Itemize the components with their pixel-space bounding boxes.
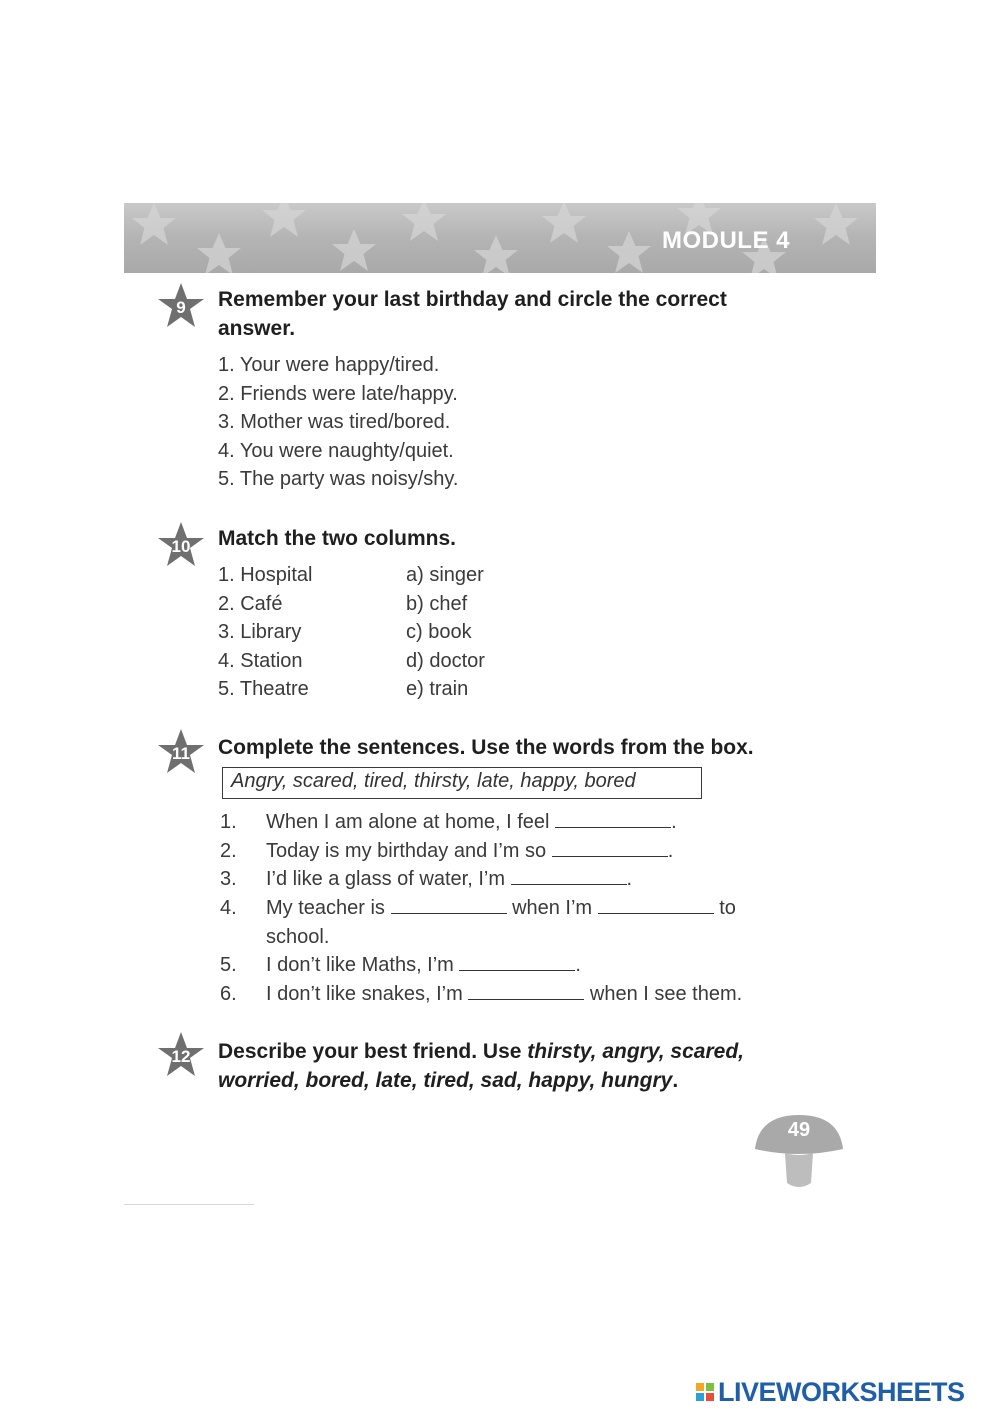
match-right-item: c) book <box>406 621 472 643</box>
match-right-item: b) chef <box>406 593 468 615</box>
match-left-item: 1. Hospital <box>218 564 313 586</box>
sentence-text: I don’t like Maths, I’m <box>266 954 454 976</box>
match-left-item: 4. Station <box>218 650 303 672</box>
sentence-number: 3. <box>220 868 237 890</box>
answer-blank[interactable] <box>391 899 507 914</box>
exercise-12-title <box>218 1037 744 1095</box>
exercise-number: 12 <box>171 1047 191 1066</box>
list-item: 4. You were naughty/quiet. <box>218 440 454 462</box>
exercise-number: 9 <box>176 298 186 317</box>
match-right-item: a) singer <box>406 564 484 586</box>
title-line: Remember your last birthday and circle the correct <box>218 288 727 311</box>
list-item: 1. Your were happy/tired. <box>218 354 440 376</box>
sentence-text: . <box>671 811 677 833</box>
exercise-number: 10 <box>171 537 191 556</box>
answer-blank[interactable] <box>468 985 584 1000</box>
sentence-text: My teacher is <box>266 897 385 919</box>
liveworksheets-logo[interactable] <box>696 1378 965 1406</box>
title-keywords: worried, bored, late, tired, sad, happy, hungry <box>218 1069 673 1092</box>
exercise-9-badge <box>156 281 206 331</box>
sentence <box>266 811 677 834</box>
sentence-text: to <box>719 897 736 919</box>
page-number: 49 <box>787 1119 811 1141</box>
title-text: . <box>672 1069 679 1092</box>
word-box: Angry, scared, tired, thirsty, late, happy, bored <box>222 767 702 799</box>
answer-blank[interactable] <box>459 956 575 971</box>
sentence <box>266 868 632 891</box>
exercise-9-title <box>218 285 727 343</box>
list-item: 2. Friends were late/happy. <box>218 383 458 405</box>
title-line <box>218 1066 744 1095</box>
sentence-text: I don’t like snakes, I’m <box>266 983 463 1005</box>
sentence-text: When I am alone at home, I feel <box>266 811 550 833</box>
exercise-11-title: Complete the sentences. Use the words from the box. <box>218 736 754 759</box>
sentence-number: 2. <box>220 840 237 862</box>
sentence-text: when I see them. <box>589 983 743 1005</box>
page-number-mushroom <box>751 1113 847 1193</box>
exercise-12-badge <box>156 1030 206 1080</box>
exercise-11-badge <box>156 727 206 777</box>
exercise-number: 11 <box>172 744 190 763</box>
sentence-text: Today is my birthday and I’m so <box>266 840 547 862</box>
sentence-number: 1. <box>220 811 237 833</box>
list-item: 3. Mother was tired/bored. <box>218 411 451 433</box>
sentence-text: when I’m <box>512 897 593 919</box>
title-keywords: thirsty, angry, scared, <box>527 1040 744 1063</box>
sentence <box>266 954 581 977</box>
sentence-text: . <box>667 840 674 862</box>
answer-blank[interactable] <box>598 899 714 914</box>
title-line: answer. <box>218 317 296 340</box>
match-left-item: 3. Library <box>218 621 302 643</box>
match-right-item: e) train <box>406 678 469 700</box>
answer-blank[interactable] <box>552 842 668 857</box>
sentence-number: 6. <box>220 983 237 1005</box>
answer-blank[interactable] <box>511 870 627 885</box>
list-item: 5. The party was noisy/shy. <box>218 468 459 490</box>
sentence-number: 5. <box>220 954 237 976</box>
sentence-continuation: school. <box>266 926 330 948</box>
sentence-text: I’d like a glass of water, I’m <box>266 868 505 890</box>
match-right-item: d) doctor <box>406 650 485 672</box>
answer-blank[interactable] <box>555 813 671 828</box>
divider <box>124 1204 254 1205</box>
sentence-text: . <box>575 954 581 976</box>
match-left-item: 5. Theatre <box>218 678 309 700</box>
match-left-item: 2. Café <box>218 593 283 615</box>
module-title: MODULE 4 <box>661 227 790 254</box>
module-banner <box>124 203 876 273</box>
sentence <box>266 897 736 920</box>
brand-text: LIVEWORKSHEETS <box>718 1376 965 1407</box>
exercise-10-title: Match the two columns. <box>218 527 457 550</box>
brand-grid-icon <box>696 1383 714 1401</box>
sentence <box>266 983 742 1006</box>
exercise-10-badge <box>156 520 206 570</box>
title-line <box>218 1037 744 1066</box>
title-text: Describe your best friend. Use <box>218 1040 528 1063</box>
sentence <box>266 840 673 863</box>
sentence-text: . <box>626 868 633 890</box>
sentence-number: 4. <box>220 897 237 919</box>
